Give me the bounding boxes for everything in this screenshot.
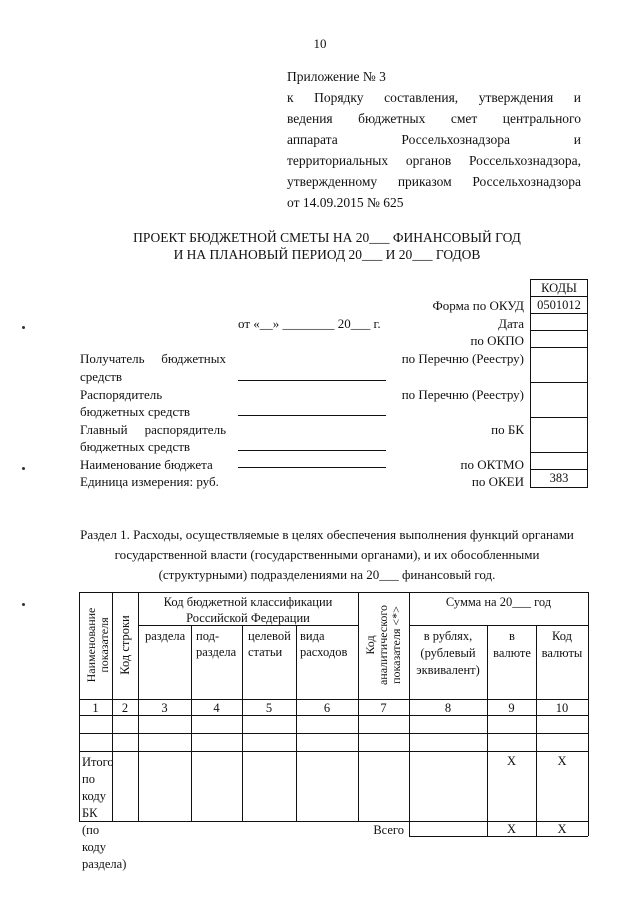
main-manager-label: Главный распорядитель [80,422,226,437]
col-section-header: раздела [145,629,186,643]
appendix-line: территориальных органов Россельхознадзора, [287,153,581,168]
col-row-code-header: Код строки [118,615,132,675]
col-number: 5 [265,701,273,715]
okud-value: 0501012 [530,296,588,314]
manager-underline[interactable] [238,415,386,416]
appendix-block [287,66,581,213]
main-manager-underline[interactable] [238,450,386,451]
scan-mark [22,603,25,606]
codes-header: КОДЫ [530,279,588,297]
doc-title-line1: ПРОЕКТ БЮДЖЕТНОЙ СМЕТЫ НА 20___ ФИНАНСОВЫЙ ГОД [133,230,521,245]
date-code-cell[interactable] [530,313,588,331]
col-currency-header: в валюте [493,629,531,660]
manager-code-cell[interactable] [530,382,588,418]
okud-label: Форма по ОКУД [432,298,524,313]
total-bk-x-currency: X [506,754,517,768]
col-number: 7 [380,701,387,715]
col-name-header: Наименование показателя [84,607,111,683]
appendix-title: Приложение № 3 [287,69,386,84]
appendix-line: ведения бюджетных смет центрального [287,111,581,126]
recipient-code-label: по Перечню (Реестру) [401,351,524,366]
col-expense-type-header: вида расходов [300,629,348,659]
budget-underline[interactable] [238,467,386,468]
col-number: 10 [555,701,569,715]
col-rub-header: в рублях, (рублевый эквивалент) [416,629,480,677]
page-number: 10 [313,36,327,51]
total-bk-x-currency-code: X [557,754,567,768]
col-subsection-header: под-раздела [196,629,237,659]
scan-mark [22,467,25,470]
group-bk-header: Код бюджетной классификации Российской Федерации [163,595,333,625]
appendix-line: от 14.09.2015 № 625 [287,195,404,210]
manager-code-label: по Перечню (Реестру) [401,387,524,402]
appendix-line: утвержденному приказом Россельхознадзора [287,174,581,189]
col-target-header: целевой статьи [248,629,291,659]
okpo-label: по ОКПО [470,333,524,348]
bk-code-label: по БК [491,422,524,437]
section1-line3: (структурными) подразделениями на 20___ финансовый год. [158,567,496,582]
col-number: 6 [323,701,331,715]
okpo-code-cell[interactable] [530,330,588,348]
budget-label: Наименование бюджета [80,457,213,472]
recipient-underline[interactable] [238,380,386,381]
recipient-code-cell[interactable] [530,347,588,383]
section1-line1: Раздел 1. Расходы, осуществляемые в целях обеспечения выполнения функций органами [80,527,574,542]
unit-label: Единица измерения: руб. [80,474,219,489]
col-number: 3 [161,701,168,715]
bk-code-cell[interactable] [530,417,588,453]
grand-total-x-currency: X [506,822,517,836]
date-line: от «__» ________ 20___ г. [238,316,381,331]
oktmo-code-cell[interactable] [530,452,588,470]
okei-label: по ОКЕИ [471,474,524,489]
scan-mark [22,326,25,329]
grand-total-x-currency-code: X [557,822,567,836]
col-currency-code-header: Код валюты [541,629,583,660]
oktmo-label: по ОКТМО [460,457,524,472]
main-manager-label-2: бюджетных средств [80,439,191,454]
section1-line2: государственной власти (государственными органами), и их обособленными [114,547,540,562]
manager-label: Распорядитель [80,387,163,402]
col-number: 2 [121,701,129,715]
col-number: 9 [508,701,515,715]
grand-total-label: Всего [373,823,404,837]
appendix-line: аппарата Россельхознадзора и [287,132,581,147]
recipient-label-2: средств [80,369,123,384]
col-analytic-header: Код аналитического показателя <*> [363,604,403,686]
total-bk-label-text: Итого по коду БК (по коду раздела) [82,755,127,871]
okei-value: 383 [530,469,588,488]
doc-title-line2: И НА ПЛАНОВЫЙ ПЕРИОД 20___ И 20___ ГОДОВ [173,247,481,262]
appendix-line: к Порядку составления, утверждения и [287,90,581,105]
recipient-label: Получатель бюджетных [80,351,226,366]
group-sum-header: Сумма на 20___ год [445,595,552,609]
date-label: Дата [498,316,524,331]
col-number: 1 [92,701,99,715]
col-number: 4 [213,701,220,715]
col-number: 8 [444,701,452,715]
manager-label-2: бюджетных средств [80,404,191,419]
total-bk-label [82,754,127,873]
